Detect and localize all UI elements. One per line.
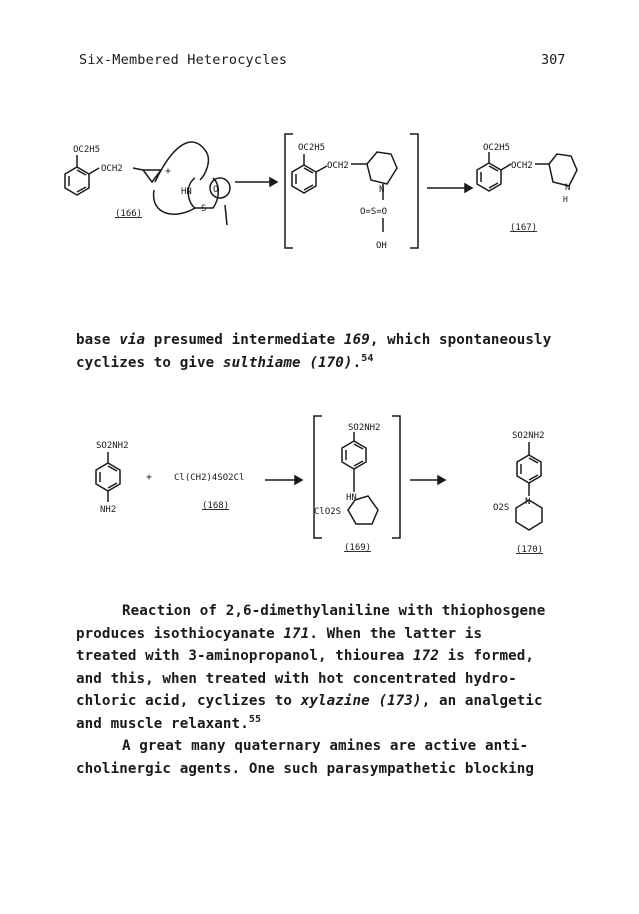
ethoxy-label-167: OC2H5 (483, 143, 511, 153)
nitrogen-label-170: N (525, 497, 531, 507)
hydroxyl-label: OH (376, 241, 387, 251)
compound-label-166: (166) (115, 209, 143, 219)
compound-label-169: (169) (344, 543, 372, 553)
sulfonyl-label: O=S=O (360, 207, 388, 217)
reagent-168: Cl(CH2)4SO2Cl (174, 473, 245, 483)
nitrogen-label-int: N (379, 185, 385, 195)
och2-label-int: OCH2 (327, 161, 349, 171)
compound-label-168: (168) (202, 501, 230, 511)
sulfonamide-label-2: SO2NH2 (348, 423, 381, 433)
nh-label-169: HN (346, 493, 357, 503)
oxygen-label: O (213, 185, 219, 195)
running-title: Six-Membered Heterocycles (79, 52, 288, 68)
sulfonyl-chloride-label: ClO2S (314, 507, 342, 517)
paragraph-1: base via presumed intermediate 169, which spontaneously cyclizes to give sulthiame (170).$^{54}$ (76, 332, 552, 371)
page-number: 307 (541, 52, 566, 68)
ethoxy-label-int: OC2H5 (298, 143, 326, 153)
paragraph-2: Reaction of 2,6-dimethylaniline with thiophosgene produces isothiocyanate 171. When the latter is treated with 3-aminopropanol, thiourea 172 is formed, and this, when treated with hot concentrated hydro- chloric acid, cyclizes to xylazine (173), an analgetic and muscle relaxant.$^{55}$ A great many quaternary amines are active anti- cholinergic agents. One such parasympathetic blocking (76, 603, 546, 777)
nitrogen-label-167: N (565, 183, 571, 193)
compound-label-170: (170) (516, 545, 544, 555)
sulfonamide-label-1: SO2NH2 (96, 441, 129, 451)
och2-label-167: OCH2 (511, 161, 533, 171)
sultam-label: O2S (493, 503, 510, 513)
nh-label: HN (181, 187, 192, 197)
och2-label-166: OCH2 (101, 164, 123, 174)
plus-sign-1: + (165, 166, 172, 177)
sulfur-label: S (201, 204, 207, 214)
reaction-scheme-2 (90, 412, 570, 572)
compound-label-167: (167) (510, 223, 538, 233)
plus-sign-2: + (146, 472, 153, 483)
citation-55: 55 (248, 713, 262, 725)
citation-54: 54 (361, 352, 374, 364)
reaction-scheme-1 (55, 130, 595, 260)
amine-label: NH2 (100, 505, 117, 515)
ethoxy-label-166: OC2H5 (73, 145, 101, 155)
sulfonamide-label-3: SO2NH2 (512, 431, 545, 441)
hydrogen-label-167: H (563, 195, 568, 204)
